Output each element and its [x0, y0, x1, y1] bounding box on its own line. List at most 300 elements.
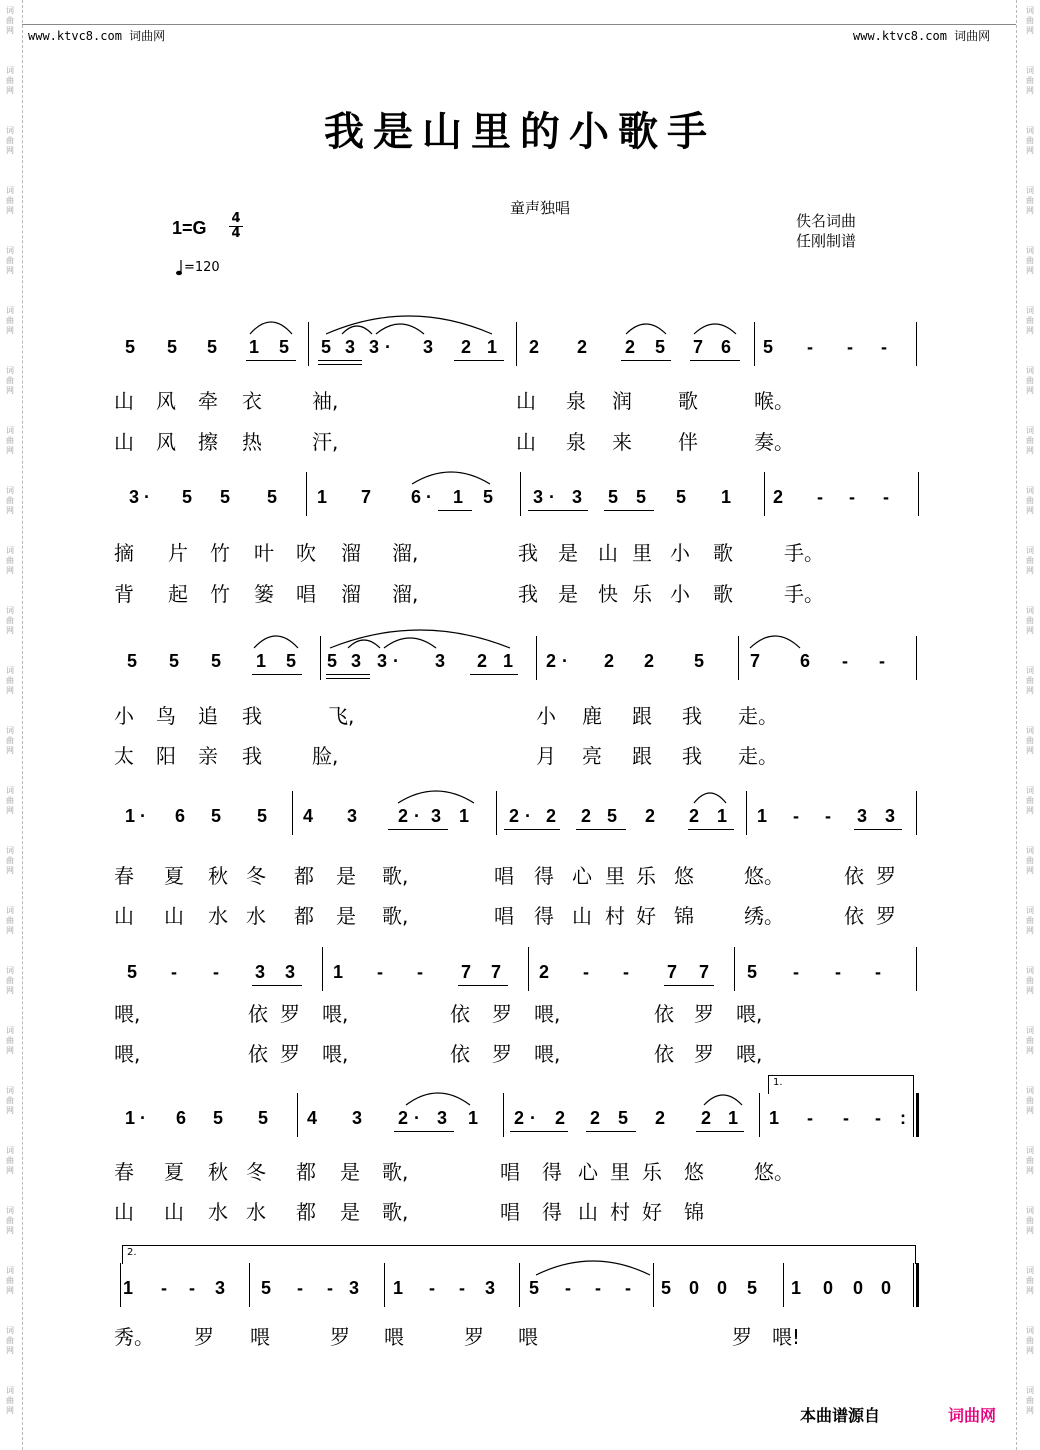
lyric-verse2: 唱 [296, 582, 316, 606]
side-watermark-char: 网 [1026, 26, 1034, 35]
side-watermark [1023, 606, 1037, 636]
lyric-verse1: 风 [156, 389, 176, 413]
side-watermark [1023, 786, 1037, 816]
side-watermark-char: 曲 [6, 496, 14, 505]
tie-arc [412, 472, 490, 484]
score-note: 5 [660, 1278, 671, 1298]
score-dash: - [881, 337, 887, 357]
side-watermark-char: 词 [1026, 846, 1034, 855]
tie-arc [750, 636, 800, 648]
score-dash: - [875, 962, 881, 982]
bar-line [916, 322, 917, 366]
lyric-verse2: 歌, [382, 1200, 409, 1224]
bar-line [308, 322, 309, 366]
beam-underline [510, 1131, 568, 1132]
lyric-verse1: 悠。 [744, 864, 784, 888]
side-watermark-char: 曲 [1026, 616, 1034, 625]
side-watermark-char: 网 [6, 506, 14, 515]
beam-underline [438, 510, 472, 511]
lyric-verse2: 山 [114, 1200, 134, 1224]
augmentation-dot: · [140, 806, 146, 826]
side-watermark-char: 网 [6, 1346, 14, 1355]
tie-arc [694, 793, 726, 803]
score-note: 2 [476, 651, 487, 671]
side-watermark [3, 1206, 17, 1236]
score-note: 1 [316, 487, 327, 507]
lyric-verse2: 跟 [632, 744, 652, 768]
score-note: 7 [692, 337, 703, 357]
score-dash: - [297, 1278, 303, 1298]
lyric-verse1: 冬 [246, 1160, 266, 1184]
side-watermark [1023, 246, 1037, 276]
header-rule [22, 24, 1016, 25]
lyric-verse1: 里 [610, 1160, 630, 1184]
lyric-verse2: 我 [518, 582, 538, 606]
side-watermark-char: 词 [6, 366, 14, 375]
lyric-verse2: 喂, [736, 1042, 763, 1066]
side-watermark-char: 词 [6, 726, 14, 735]
score-note: 3 [484, 1278, 495, 1298]
score-note: 7 [460, 962, 471, 982]
side-watermark-char: 词 [1026, 906, 1034, 915]
header-right[interactable] [853, 27, 990, 44]
side-watermark-char: 词 [6, 1146, 14, 1155]
lyric-verse1: 夏 [164, 864, 184, 888]
side-watermark-char: 网 [6, 1406, 14, 1415]
right-margin-line [1016, 0, 1017, 1450]
header-left-url[interactable]: www.ktvc8.com [28, 29, 122, 43]
score-note: 3 [346, 806, 357, 826]
lyric-verse2: 山 [578, 1200, 598, 1224]
score-note: 6 [720, 337, 731, 357]
side-watermark-char: 曲 [1026, 976, 1034, 985]
score-note: 5 [635, 487, 646, 507]
score-note: 1 [332, 962, 343, 982]
final-bar-line [916, 1263, 919, 1307]
left-margin-line [22, 0, 23, 1450]
side-watermark-char: 曲 [6, 796, 14, 805]
score-note: 2 [545, 651, 556, 671]
side-watermark-char: 网 [6, 206, 14, 215]
score-note: 4 [302, 806, 313, 826]
lyric-verse1: 我 [242, 704, 262, 728]
side-watermark-char: 曲 [6, 1036, 14, 1045]
lyric-verse2: 手。 [784, 582, 824, 606]
side-watermark-char: 词 [6, 486, 14, 495]
score-note: 1 [255, 651, 266, 671]
augmentation-dot: · [414, 1108, 420, 1128]
lyric-verse1: 鸟 [156, 704, 176, 728]
lyric-verse2: 太 [114, 744, 134, 768]
lyric-verse2: 都 [294, 904, 314, 928]
side-watermark-char: 词 [1026, 186, 1034, 195]
lyric-verse1: 摘 [114, 541, 134, 565]
side-watermark [3, 966, 17, 996]
side-watermark-char: 网 [1026, 206, 1034, 215]
score-dash: - [161, 1278, 167, 1298]
score-note: 5 [607, 487, 618, 507]
side-watermark [3, 306, 17, 336]
score-note: 3 [422, 337, 433, 357]
beam-underline [394, 1131, 454, 1132]
lyric-verse2: 阳 [156, 744, 176, 768]
side-watermark-char: 网 [1026, 566, 1034, 575]
side-watermark [3, 606, 17, 636]
lyric-verse1: 唱 [494, 864, 514, 888]
lyric-verse2: 山 [164, 904, 184, 928]
lyric-verse2: 脸, [312, 744, 339, 768]
lyric-verse1: 悠 [684, 1160, 704, 1184]
lyric-verse2: 都 [296, 1200, 316, 1224]
side-watermark-char: 曲 [1026, 856, 1034, 865]
side-watermark-char: 曲 [6, 1096, 14, 1105]
lyric-verse1: 手。 [784, 541, 824, 565]
bar-line [297, 1093, 298, 1137]
lyric-verse1: 袖, [312, 389, 339, 413]
score-dash: - [879, 651, 885, 671]
beam-underline [454, 360, 504, 361]
beam-underline [388, 829, 448, 830]
lyric-verse1: 罗 [280, 1002, 300, 1026]
score-note: 5 [606, 806, 617, 826]
bar-line [746, 791, 747, 835]
augmentation-dot: · [140, 1108, 146, 1128]
side-watermark [3, 1326, 17, 1356]
side-watermark-char: 曲 [6, 196, 14, 205]
bar-line [520, 472, 521, 516]
side-watermark [1023, 1206, 1037, 1236]
side-watermark-char: 词 [1026, 1326, 1034, 1335]
side-watermark [1023, 66, 1037, 96]
score-note: 3 [884, 806, 895, 826]
lyric-verse2: 得 [534, 904, 554, 928]
lyric-verse1: 心 [572, 864, 592, 888]
bar-line [918, 472, 919, 516]
score-note: 1 [124, 1108, 135, 1128]
score-note: 5 [278, 337, 289, 357]
lyric-verse2: 月 [536, 744, 556, 768]
score-note: 0 [822, 1278, 833, 1298]
side-watermark-char: 网 [1026, 866, 1034, 875]
lyric-verse2: 篓 [254, 582, 274, 606]
lyric-verse2: 水 [208, 1200, 228, 1224]
side-watermark-char: 曲 [6, 1276, 14, 1285]
lyric-verse1: 是 [340, 1160, 360, 1184]
side-watermark-char: 曲 [1026, 436, 1034, 445]
lyric-verse2: 罗 [492, 1042, 512, 1066]
score-note: 1 [768, 1108, 779, 1128]
side-watermark-char: 词 [6, 306, 14, 315]
side-watermark-char: 曲 [6, 376, 14, 385]
lyric-verse2: 唱 [494, 904, 514, 928]
lyric-verse1: 罗 [464, 1325, 484, 1349]
score-note: 5 [168, 651, 179, 671]
side-watermark-char: 网 [6, 626, 14, 635]
header-right-site-name: 词曲网 [954, 29, 991, 43]
score-note: 2 [528, 337, 539, 357]
key-signature: 1=G [172, 218, 207, 238]
lyric-verse1: 喂, [736, 1002, 763, 1026]
side-watermark-char: 词 [6, 66, 14, 75]
lyric-verse2: 水 [246, 1200, 266, 1224]
header-right-url[interactable]: www.ktvc8.com [853, 29, 947, 43]
side-watermark-char: 词 [1026, 546, 1034, 555]
score-note: 3 [350, 651, 361, 671]
bar-line [913, 1093, 914, 1137]
score-note: 0 [852, 1278, 863, 1298]
beam-underline [252, 674, 302, 675]
lyric-verse1: 夏 [164, 1160, 184, 1184]
side-watermark-char: 网 [6, 566, 14, 575]
side-watermark-char: 曲 [6, 436, 14, 445]
side-watermark-char: 曲 [1026, 736, 1034, 745]
side-watermark-char: 曲 [6, 76, 14, 85]
lyric-verse1: 山 [598, 541, 618, 565]
repeat-sign: : [900, 1108, 906, 1128]
lyric-verse1: 小 [114, 704, 134, 728]
score-note: 5 [285, 651, 296, 671]
lyric-verse1: 得 [542, 1160, 562, 1184]
lyric-verse1: 山 [114, 389, 134, 413]
side-watermark-char: 网 [1026, 86, 1034, 95]
side-watermark [3, 426, 17, 456]
tie-arc [330, 630, 510, 648]
side-watermark-char: 词 [1026, 426, 1034, 435]
side-watermark-char: 词 [6, 426, 14, 435]
side-watermark [3, 666, 17, 696]
score-note: 3 [214, 1278, 225, 1298]
score-note: 1 [756, 806, 767, 826]
bar-line [759, 1093, 760, 1137]
side-watermark-char: 曲 [6, 1396, 14, 1405]
side-watermark-char: 曲 [6, 256, 14, 265]
side-watermark-char: 网 [1026, 1046, 1034, 1055]
tie-arc [704, 1095, 742, 1105]
score-note: 6 [410, 487, 421, 507]
side-watermark [1023, 1026, 1037, 1056]
bar-line [249, 1263, 250, 1307]
score-note: 1 [122, 1278, 133, 1298]
lyric-verse2: 锦 [674, 904, 694, 928]
score-note: 3 [856, 806, 867, 826]
lyric-verse1: 秀。 [114, 1325, 154, 1349]
score-dash: - [327, 1278, 333, 1298]
side-watermark [1023, 1266, 1037, 1296]
bar-line [916, 791, 917, 835]
bar-line [320, 636, 321, 680]
lyric-verse1: 都 [296, 1160, 316, 1184]
lyric-verse1: 喉。 [754, 389, 794, 413]
lyric-verse1: 春 [114, 1160, 134, 1184]
score-note: 2 [397, 806, 408, 826]
score-note: 3 [368, 337, 379, 357]
score-note: 2 [460, 337, 471, 357]
side-watermark-char: 网 [1026, 1106, 1034, 1115]
score-note: 5 [212, 1108, 223, 1128]
side-watermark-char: 曲 [6, 676, 14, 685]
lyric-verse1: 歌 [678, 389, 698, 413]
side-watermark-char: 网 [6, 386, 14, 395]
score-note: 6 [799, 651, 810, 671]
lyric-verse1: 唱 [500, 1160, 520, 1184]
score-note: 2 [688, 806, 699, 826]
lyric-verse2: 罗 [876, 904, 896, 928]
side-watermark-char: 网 [1026, 386, 1034, 395]
side-watermark-char: 曲 [6, 556, 14, 565]
lyric-verse2: 擦 [198, 430, 218, 454]
score-note: 2 [580, 806, 591, 826]
side-watermark-char: 网 [6, 266, 14, 275]
lyric-verse2: 风 [156, 430, 176, 454]
lyric-verse1: 依 [654, 1002, 674, 1026]
lyric-verse1: 叶 [254, 541, 274, 565]
side-watermark-char: 词 [1026, 1026, 1034, 1035]
lyric-verse1: 竹 [210, 541, 230, 565]
score-dash: - [849, 487, 855, 507]
credit-lyrics: 佚名词曲 [796, 212, 857, 230]
lyric-verse2: 溜 [341, 582, 361, 606]
side-watermark-char: 词 [6, 846, 14, 855]
lyric-verse1: 泉 [566, 389, 586, 413]
bar-line [384, 1263, 385, 1307]
header-left[interactable] [28, 27, 165, 44]
score-dash: - [417, 962, 423, 982]
lyric-verse1: 鹿 [582, 704, 602, 728]
time-signature [228, 212, 244, 241]
lyric-verse2: 我 [242, 744, 262, 768]
side-watermark-char: 曲 [1026, 76, 1034, 85]
bar-line [292, 791, 293, 835]
side-watermark-char: 网 [1026, 986, 1034, 995]
score-note: 3 [348, 1278, 359, 1298]
score-note: 7 [490, 962, 501, 982]
lyric-verse2: 亮 [582, 744, 602, 768]
side-watermark-char: 网 [1026, 1286, 1034, 1295]
bar-line [754, 322, 755, 366]
score-dash: - [875, 1108, 881, 1128]
side-watermark [1023, 186, 1037, 216]
score-note: 5 [181, 487, 192, 507]
score-note: 2 [545, 806, 556, 826]
score-note: 5 [166, 337, 177, 357]
beam-underline [604, 510, 654, 511]
lyric-verse1: 跟 [632, 704, 652, 728]
lyric-verse1: 是 [558, 541, 578, 565]
tie-arc [406, 1093, 470, 1105]
score-note: 5 [617, 1108, 628, 1128]
score-note: 5 [210, 651, 221, 671]
lyric-verse1: 喂, [114, 1002, 141, 1026]
side-watermark [3, 546, 17, 576]
side-watermark [1023, 486, 1037, 516]
lyric-verse2: 锦 [684, 1200, 704, 1224]
side-watermark-char: 词 [1026, 1206, 1034, 1215]
score-note: 1 [502, 651, 513, 671]
tie-arc [398, 791, 474, 803]
bar-line [516, 322, 517, 366]
lyric-verse2: 山 [516, 430, 536, 454]
beam-underline [504, 829, 560, 830]
lyric-verse1: 喂, [322, 1002, 349, 1026]
side-watermark-char: 网 [6, 1046, 14, 1055]
side-watermark-char: 词 [6, 606, 14, 615]
beam-underline [621, 360, 671, 361]
score-note: 5 [528, 1278, 539, 1298]
side-watermark-char: 词 [1026, 1146, 1034, 1155]
lyric-verse2: 溜, [392, 582, 419, 606]
side-watermark-char: 网 [1026, 1166, 1034, 1175]
side-watermark-char: 曲 [1026, 196, 1034, 205]
lyric-verse2: 水 [208, 904, 228, 928]
side-watermark-char: 曲 [6, 136, 14, 145]
lyric-verse2: 喂, [534, 1042, 561, 1066]
score-note: 6 [174, 806, 185, 826]
side-watermark-char: 网 [6, 1106, 14, 1115]
lyric-verse2: 热 [242, 430, 262, 454]
volta-label: 1. [773, 1077, 783, 1088]
lyric-verse1: 乐 [642, 1160, 662, 1184]
side-watermark-char: 网 [6, 866, 14, 875]
score-note: 3 [532, 487, 543, 507]
beam-underline [586, 1131, 636, 1132]
side-watermark-char: 曲 [1026, 796, 1034, 805]
lyric-verse1: 歌 [713, 541, 733, 565]
lyric-verse2: 亲 [198, 744, 218, 768]
score-note: 4 [306, 1108, 317, 1128]
lyric-verse2: 山 [572, 904, 592, 928]
score-dash: - [825, 806, 831, 826]
side-watermark-char: 曲 [6, 1156, 14, 1165]
volta-bracket [768, 1075, 914, 1094]
score-note: 3 [436, 1108, 447, 1128]
lyric-verse2: 奏。 [754, 430, 794, 454]
augmentation-dot: · [549, 487, 555, 507]
score-dash: - [807, 337, 813, 357]
lyric-verse2: 快 [598, 582, 618, 606]
side-watermark [1023, 1146, 1037, 1176]
volta-bracket [122, 1245, 916, 1264]
beam-underline [326, 674, 370, 675]
side-watermark-char: 曲 [6, 616, 14, 625]
lyric-verse1: 依 [450, 1002, 470, 1026]
tie-arc [626, 324, 666, 334]
side-watermark [1023, 426, 1037, 456]
augmentation-dot: · [525, 806, 531, 826]
score-dash: - [595, 1278, 601, 1298]
side-watermark-char: 词 [6, 906, 14, 915]
performance-note: 童声独唱 [510, 199, 571, 217]
footer-source-site[interactable]: 词曲网 [948, 1406, 997, 1425]
side-watermark [1023, 666, 1037, 696]
side-watermark [3, 6, 17, 36]
side-watermark-char: 曲 [1026, 1396, 1034, 1405]
side-watermark-char: 词 [1026, 726, 1034, 735]
score-note: 3 [571, 487, 582, 507]
score-note: 5 [675, 487, 686, 507]
time-signature-denominator: 4 [231, 226, 241, 241]
side-watermark [3, 906, 17, 936]
lyric-verse2: 走。 [738, 744, 778, 768]
lyric-verse2: 依 [654, 1042, 674, 1066]
score-note: 3 [351, 1108, 362, 1128]
score-note: 5 [210, 806, 221, 826]
lyric-verse1: 我 [682, 704, 702, 728]
side-watermark-char: 词 [6, 6, 14, 15]
side-watermark-char: 词 [6, 1026, 14, 1035]
lyric-verse1: 悠 [674, 864, 694, 888]
side-watermark-char: 网 [6, 806, 14, 815]
lyric-verse1: 润 [612, 389, 632, 413]
